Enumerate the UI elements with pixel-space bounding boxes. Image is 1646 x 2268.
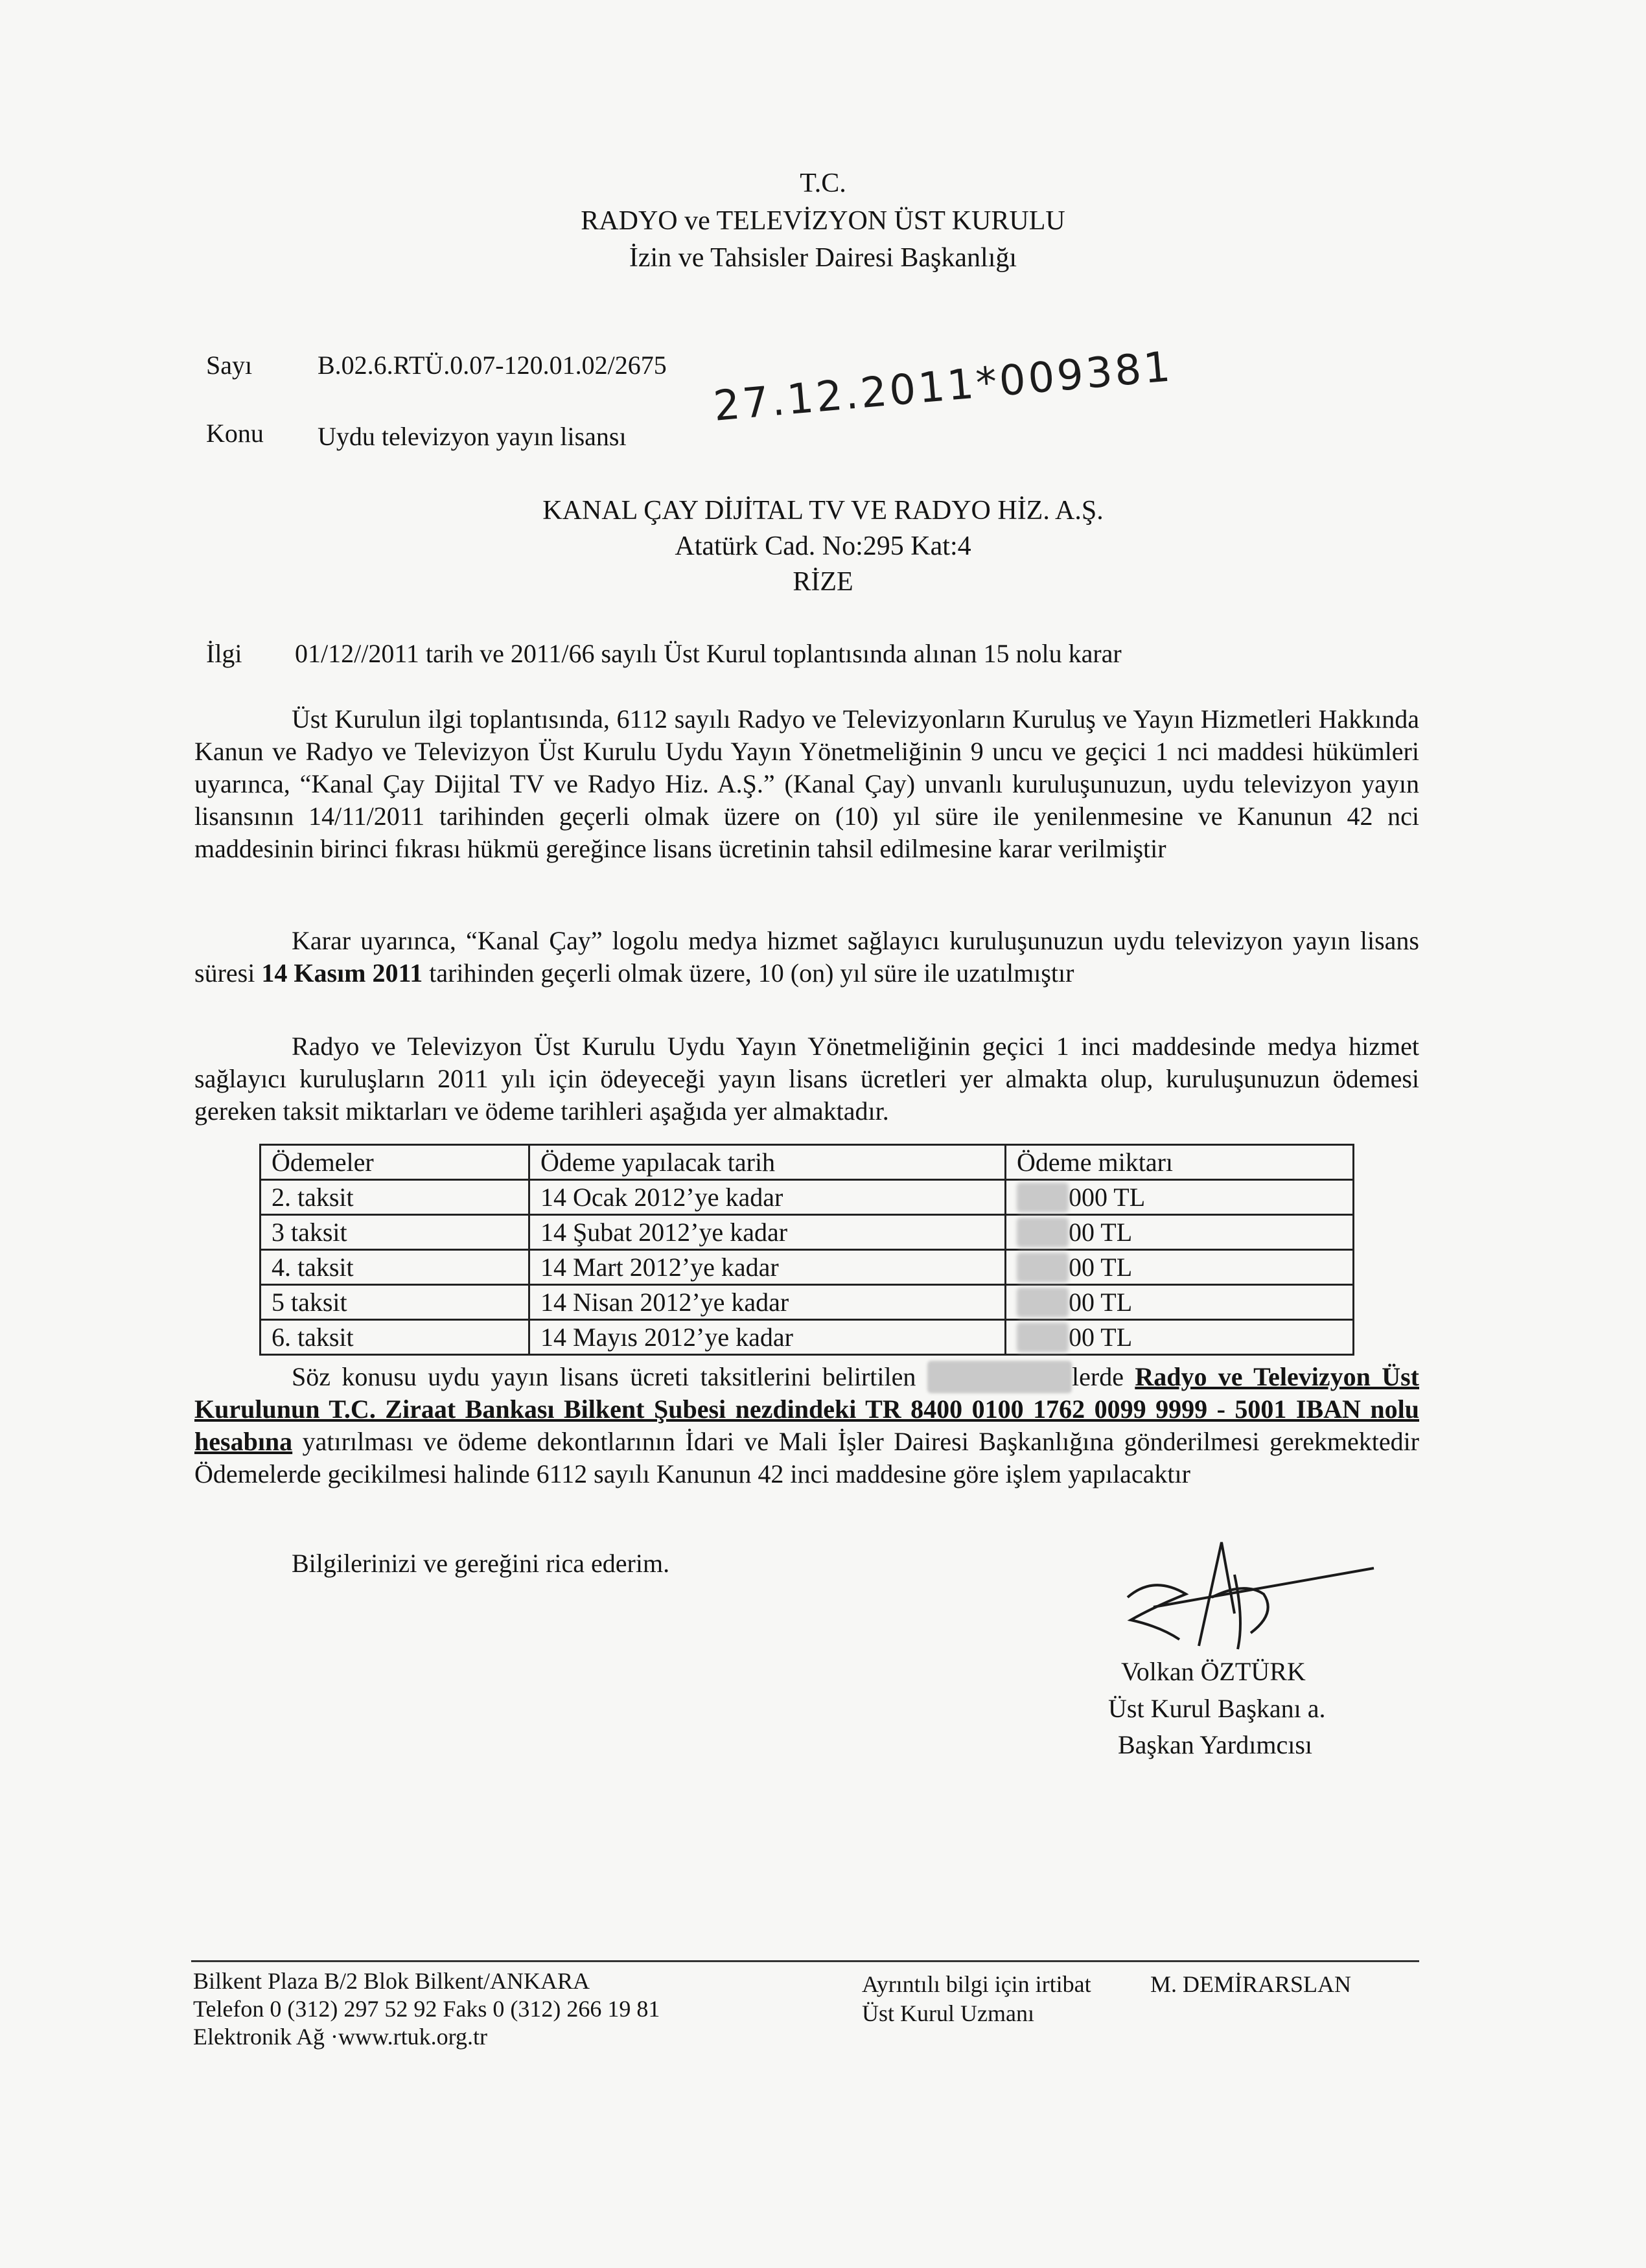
header-tc: T.C. [800,168,846,198]
amount-cell [1006,1320,1354,1355]
footer-phone: Telefon 0 (312) 297 52 92 Faks 0 (312) 266 19 81 [193,1996,660,2022]
due-date-cell: 14 Ocak 2012’ye kadar [529,1180,1006,1215]
paragraph-regulation: Radyo ve Televizyon Üst Kurulu Uydu Yayın Yönetmeliğinin geçici 1 inci maddesinde medya hizmet sağlayıcı kuruluşların 2011 yılı için ödeyeceği yayın lisans ücretleri yer almakta olup, kuruluşunuzun ödemesi gereken taksit miktarları ve ödeme tarihleri aşağıda yer almaktadır. [194,1032,1419,1126]
paragraph-decision: Üst Kurulun ilgi toplantısında, 6112 sayılı Radyo ve Televizyonların Kuruluş ve Yayın Hizmetleri Hakkında Kanun ve Radyo ve Televizyon Üst Kurulu Uydu Yayın Yönetmeliğinin 9 uncu ve geçici 1 nci maddesi hükümleri uyarınca, “Kanal Çay Dijital TV ve Radyo Hiz. A.Ş.” (Kanal Çay) unvanlı kuruluşunuzun, uydu televizyon yayın lisansının 14/11/2011 tarihinden geçerli olmak üzere on (10) yıl süre ile yenilenmesine ve Kanunun 42 nci maddesinin birinci fıkrası hükmü gereğince lisans ücretinin tahsil edilmesine karar verilmiştir [194,704,1419,863]
table-row [261,1250,1354,1285]
handwritten-signature [1115,1536,1387,1665]
table-row [261,1215,1354,1250]
ilgi-label: İlgi [206,639,242,668]
registry-stamp: 27.12.2011*009381 [712,343,1175,431]
footer-contact-title: Üst Kurul Uzmanı [862,2000,1034,2026]
footer-contact-name: M. DEMİRARSLAN [1150,1971,1352,1997]
signatory-name: Volkan ÖZTÜRK [1121,1657,1306,1686]
table-row [261,1320,1354,1355]
payment-table [259,1144,1354,1356]
header-department: İzin ve Tahsisler Dairesi Başkanlığı [629,243,1017,273]
amount-cell [1006,1180,1354,1215]
redacted-amount [1017,1288,1069,1317]
amount-cell [1006,1285,1354,1320]
recipient-city: RİZE [793,567,853,597]
installment-cell: 2. taksit [261,1180,529,1215]
amount-text: 00 TL [1069,1287,1133,1317]
installment-cell: 4. taksit [261,1250,529,1285]
amount-text: 00 TL [1069,1252,1133,1282]
due-date-cell: 14 Mart 2012’ye kadar [529,1250,1006,1285]
table-header-cell: Ödeme yapılacak tarih [529,1145,1006,1180]
recipient-name: KANAL ÇAY DİJİTAL TV VE RADYO HİZ. A.Ş. [542,496,1104,526]
footer-web: Elektronik Ağ ·www.rtuk.org.tr [193,2024,487,2050]
due-date-cell: 14 Mayıs 2012’ye kadar [529,1320,1006,1355]
closing-remark: Bilgilerinizi ve gereğini rica ederim. [292,1549,670,1578]
footer-divider [191,1960,1419,1962]
table-header-row [261,1145,1354,1180]
paragraph-extension-date: 14 Kasım 2011 [261,958,423,988]
amount-cell [1006,1215,1354,1250]
sayi-value: B.02.6.RTÜ.0.07-120.01.02/2675 [318,351,667,380]
payment-text-start: Söz konusu uydu yayın lisans ücreti taksitlerini belirtilen [292,1362,927,1391]
header-institution: RADYO ve TELEVİZYON ÜST KURULU [581,206,1065,236]
redacted-amount [1017,1253,1069,1282]
konu-label: Konu [206,419,264,448]
due-date-cell: 14 Nisan 2012’ye kadar [529,1285,1006,1320]
amount-text: 00 TL [1069,1322,1133,1352]
amount-cell [1006,1250,1354,1285]
table-row [261,1180,1354,1215]
paragraph-extension [194,925,1419,989]
redacted-amount [1017,1218,1069,1247]
bank-account-details: Radyo ve Televizyon Üst Kurulunun T.C. Ziraat Bankası Bilkent Şubesi nezdindeki TR 8400 0100 1762 0099 9999 - 5001 IBAN nolu hesabına [194,1362,1419,1456]
sayi-label: Sayı [206,351,253,380]
table-header-cell: Ödeme miktarı [1006,1145,1354,1180]
installment-cell: 5 taksit [261,1285,529,1320]
konu-value: Uydu televizyon yayın lisansı [318,422,627,451]
signatory-role: Başkan Yardımcısı [1118,1730,1312,1759]
payment-text-end: yatırılması ve ödeme dekontlarının İdari ve Mali İşler Dairesi Başkanlığına gönderilmesi gerekmektedir Ödemelerde gecikilmesi halinde 6112 sayılı Kanunun 42 inci maddesine göre işlem yapılacaktır [194,1427,1419,1488]
amount-text: 00 TL [1069,1217,1133,1247]
paragraph-extension-end: tarihinden geçerli olmak üzere, 10 (on) yıl süre ile uzatılmıştır [423,958,1074,988]
redacted-amount [1017,1183,1069,1212]
ilgi-text: 01/12//2011 tarih ve 2011/66 sayılı Üst Kurul toplantısında alınan 15 nolu karar [295,639,1122,668]
footer-contact-label: Ayrıntılı bilgi için irtibat [862,1971,1091,1997]
paragraph-payment-instructions [194,1361,1419,1490]
redacted-amount [1017,1323,1069,1352]
footer-address: Bilkent Plaza B/2 Blok Bilkent/ANKARA [193,1968,590,1994]
paragraph-extension-start: Karar uyarınca, “Kanal Çay” logolu medya hizmet sağlayıcı kuruluşunuzun uydu televizyon yayın lisans süresi [194,926,1419,988]
recipient-address: Atatürk Cad. No:295 Kat:4 [675,531,971,561]
due-date-cell: 14 Şubat 2012’ye kadar [529,1215,1006,1250]
installment-cell: 6. taksit [261,1320,529,1355]
signatory-title: Üst Kurul Başkanı a. [1108,1694,1326,1723]
amount-text: 000 TL [1069,1182,1146,1212]
payment-text-mid: lerde [1072,1362,1135,1391]
table-row [261,1285,1354,1320]
installment-cell: 3 taksit [261,1215,529,1250]
table-header-cell: Ödemeler [261,1145,529,1180]
redacted-word [927,1361,1072,1393]
